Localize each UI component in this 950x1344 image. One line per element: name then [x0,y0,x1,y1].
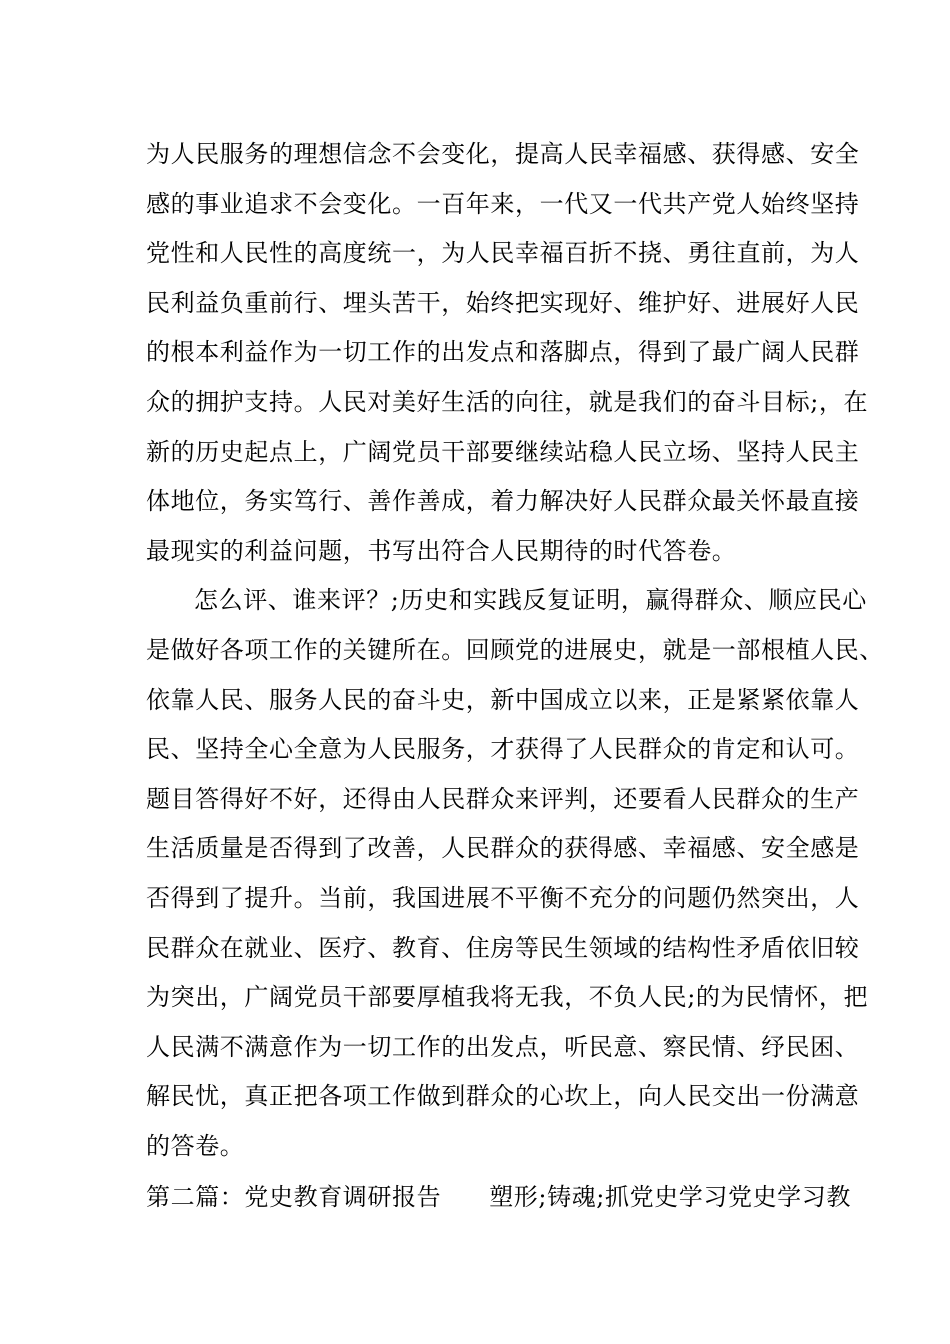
text-line: 人民满不满意作为一切工作的出发点，听民意、察民情、纾民困、 [146,1032,860,1061]
text-line: 党性和人民性的高度统一，为人民幸福百折不挠、勇往直前，为人 [146,239,860,268]
text-line: 民、坚持全心全意为人民服务，才获得了人民群众的肯定和认可。 [146,735,860,764]
paragraph-2 [146,576,884,1171]
section-continuation: 塑形;铸魂;抓党史学习党史学习教 [489,1183,851,1212]
text-line: 民群众在就业、医疗、教育、住房等民生领域的结构性矛盾依旧较 [146,933,860,962]
text-line: 为突出，广阔党员干部要厚植我将无我，不负人民;的为民情怀，把 [146,983,869,1012]
text-line: 感的事业追求不会变化。一百年来，一代又一代共产党人始终坚持 [146,189,860,218]
text-line: 否得到了提升。当前，我国进展不平衡不充分的问题仍然突出，人 [146,883,860,912]
text-line: 最现实的利益问题，书写出符合人民期待的时代答卷。 [146,536,737,565]
section-title: 第二篇：党史教育调研报告 [146,1183,442,1212]
text-line: 生活质量是否得到了改善，人民群众的获得感、幸福感、安全感是 [146,834,860,863]
text-line: 解民忧，真正把各项工作做到群众的心坎上，向人民交出一份满意 [146,1082,860,1111]
text-line: 题目答得好不好，还得由人民群众来评判，还要看人民群众的生产 [146,784,860,813]
text-line: 众的拥护支持。人民对美好生活的向往，就是我们的奋斗目标;，在 [146,387,869,416]
text-line: 的答卷。 [146,1131,245,1160]
section-heading [146,1173,851,1223]
body-text [146,130,884,1223]
text-line: 是做好各项工作的关键所在。回顾党的进展史，就是一部根植人民、 [146,635,884,664]
text-line: 体地位，务实笃行、善作善成，着力解决好人民群众最关怀最直接 [146,487,860,516]
text-line: 民利益负重前行、埋头苦干，始终把实现好、维护好、进展好人民 [146,288,860,317]
text-line: 为人民服务的理想信念不会变化，提高人民幸福感、获得感、安全 [146,140,860,168]
text-line: 的根本利益作为一切工作的出发点和落脚点，得到了最广阔人民群 [146,338,860,367]
text-line: 依靠人民、服务人民的奋斗史，新中国成立以来，正是紧紧依靠人 [146,685,860,714]
text-line-indented: 怎么评、谁来评？;历史和实践反复证明，赢得群众、顺应民心 [194,586,867,615]
text-line: 新的历史起点上，广阔党员干部要继续站稳人民立场、坚持人民主 [146,437,860,466]
paragraph-1 [146,130,869,576]
